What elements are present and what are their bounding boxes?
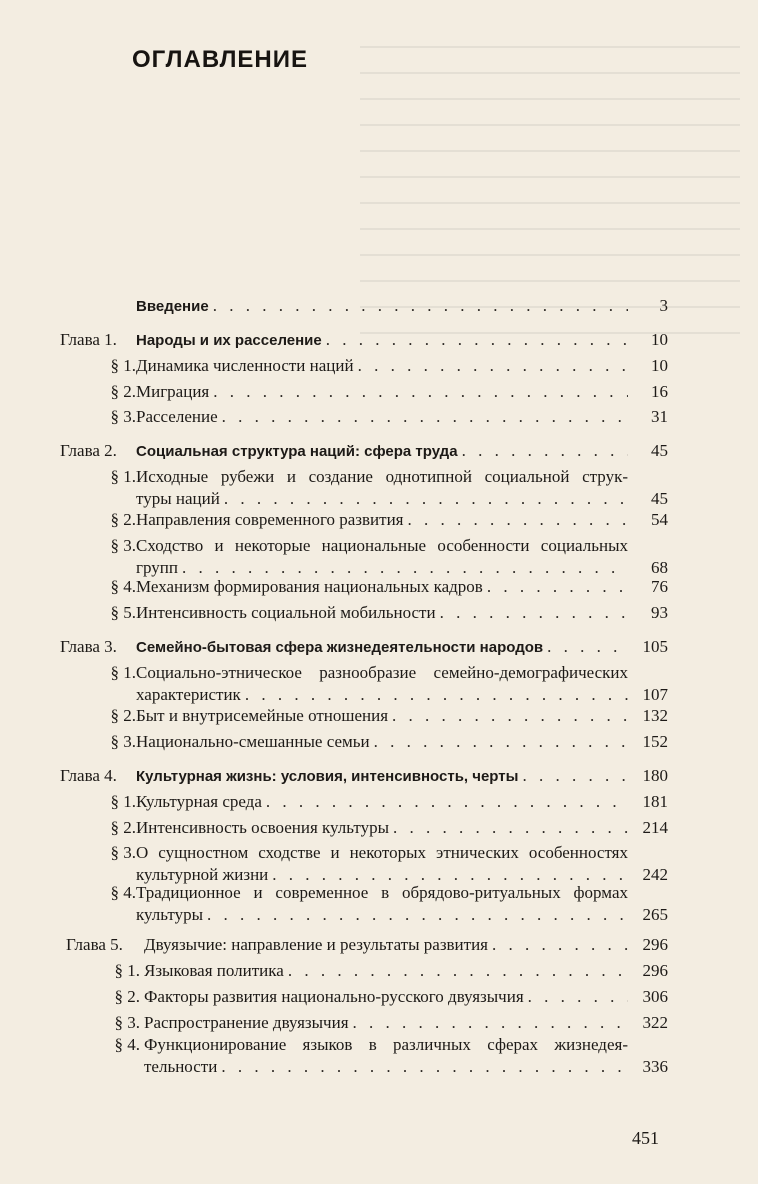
leader-dots [288, 960, 628, 982]
entry-page: 180 [642, 766, 668, 785]
entry-title: Введение [136, 298, 209, 315]
section-title: Национально-смешанные семьи [136, 732, 370, 751]
entry-page: 31 [651, 407, 668, 426]
leader-dots [487, 576, 628, 598]
section-title-line-1: Исходные рубежи и создание однотипной социальной струк- [136, 467, 628, 486]
page-title: ОГЛАВЛЕНИЕ [132, 46, 309, 73]
section-label: § 1. [110, 792, 136, 811]
chapter-label: Глава 2. [60, 441, 117, 460]
section-title: Миграция [136, 382, 210, 401]
leader-dots [547, 636, 628, 658]
entry-page: 54 [651, 510, 668, 529]
entry-page: 242 [642, 865, 668, 884]
leader-dots [222, 406, 628, 428]
chapter-title: Семейно-бытовая сфера жизнедеятельности народов [136, 639, 544, 656]
section-title: Быт и внутрисемейные отношения [136, 706, 389, 725]
section-title-line-1: О сущностном сходстве и некоторых этнических особенностях [136, 843, 628, 862]
leader-dots [528, 986, 628, 1008]
section-label: § 3. [110, 407, 136, 426]
entry-page: 3 [659, 296, 668, 315]
entry-page: 306 [642, 987, 668, 1006]
entry-page: 296 [642, 961, 668, 980]
chapter-label: Глава 3. [60, 637, 117, 656]
entry-page: 76 [651, 577, 668, 596]
entry-page: 322 [642, 1013, 668, 1032]
entry-page: 10 [651, 356, 668, 375]
section-title: Интенсивность освоения культуры [136, 818, 389, 837]
chapter-title: Социальная структура наций: сфера труда [136, 443, 458, 460]
section-label: § 1. [110, 663, 136, 682]
section-label: § 2. [110, 706, 136, 725]
section-label: § 5. [110, 603, 136, 622]
section-title-line-1: Функционирование языков в различных сферах жизнедея- [144, 1035, 628, 1054]
section-label: § 4. [110, 577, 136, 596]
leader-dots [358, 355, 628, 377]
entry-page: 152 [642, 732, 668, 751]
section-title: Языковая политика [144, 961, 284, 980]
leader-dots [213, 295, 628, 317]
section-label: § 3. [110, 732, 136, 751]
section-title: Интенсивность социальной мобильности [136, 603, 436, 622]
chapter-title: Народы и их расселение [136, 332, 322, 349]
section-label: § 2. [110, 510, 136, 529]
leader-dots [374, 731, 628, 753]
chapter-title: Культурная жизнь: условия, интенсивность, черты [136, 768, 519, 785]
leader-dots [522, 765, 628, 787]
entry-page: 93 [651, 603, 668, 622]
entry-page: 68 [651, 558, 668, 577]
leader-dots [266, 791, 628, 813]
section-title: Динамика численности наций [136, 356, 354, 375]
section-label: § 3. [110, 843, 136, 862]
leader-dots [407, 509, 628, 531]
section-label: § 2. [110, 382, 136, 401]
chapter-title: Двуязычие: направление и результаты развития [144, 935, 489, 954]
leader-dots [326, 329, 628, 351]
leader-dots [392, 705, 628, 727]
page-number: 451 [632, 1128, 659, 1148]
section-title-line-2: тельности [144, 1057, 218, 1076]
entry-page: 10 [651, 330, 668, 349]
section-label: § 4. [114, 1035, 140, 1054]
section-label: § 3. [110, 536, 136, 555]
section-title-line-1: Сходство и некоторые национальные особенности социальных [136, 536, 628, 555]
section-label: § 1. [110, 356, 136, 375]
chapter-label: Глава 1. [60, 330, 117, 349]
section-title: Направления современного развития [136, 510, 404, 529]
entry-page: 296 [642, 935, 668, 954]
leader-dots [207, 904, 628, 926]
section-title-line-1: Традиционное и современное в обрядово-ритуальных формах [136, 883, 628, 902]
section-title-line-2: культуры [136, 905, 203, 924]
entry-page: 132 [642, 706, 668, 725]
entry-page: 265 [642, 905, 668, 924]
section-label: § 4. [110, 883, 136, 902]
entry-page: 336 [642, 1057, 668, 1076]
leader-dots [353, 1012, 628, 1034]
entry-page: 181 [642, 792, 668, 811]
entry-page: 107 [642, 685, 668, 704]
entry-page: 16 [651, 382, 668, 401]
section-label: § 1. [110, 467, 136, 486]
leader-dots [245, 684, 628, 706]
chapter-label: Глава 4. [60, 766, 117, 785]
section-title: Расселение [136, 407, 218, 426]
leader-dots [492, 934, 628, 956]
section-title: Культурная среда [136, 792, 262, 811]
leader-dots [393, 817, 628, 839]
section-label: § 2. [114, 987, 140, 1006]
section-label: § 1. [114, 961, 140, 980]
leader-dots [462, 440, 628, 462]
entry-page: 214 [642, 818, 668, 837]
leader-dots [440, 602, 628, 624]
section-title: Факторы развития национально-русского двуязычия [144, 987, 524, 1006]
leader-dots [213, 381, 628, 403]
section-label: § 3. [114, 1013, 140, 1032]
leader-dots [224, 488, 628, 510]
section-title-line-2: культурной жизни [136, 865, 269, 884]
section-title: Распространение двуязычия [144, 1013, 349, 1032]
entry-page: 105 [642, 637, 668, 656]
section-label: § 2. [110, 818, 136, 837]
entry-page: 45 [651, 441, 668, 460]
section-title: Механизм формирования национальных кадров [136, 577, 483, 596]
section-title-line-2: групп [136, 558, 178, 577]
section-title-line-2: характеристик [136, 685, 241, 704]
leader-dots [221, 1056, 628, 1078]
section-title-line-1: Социально-этническое разнообразие семейно-демографических [136, 663, 628, 682]
entry-page: 45 [651, 489, 668, 508]
section-title-line-2: туры наций [136, 489, 220, 508]
chapter-label: Глава 5. [66, 935, 123, 954]
